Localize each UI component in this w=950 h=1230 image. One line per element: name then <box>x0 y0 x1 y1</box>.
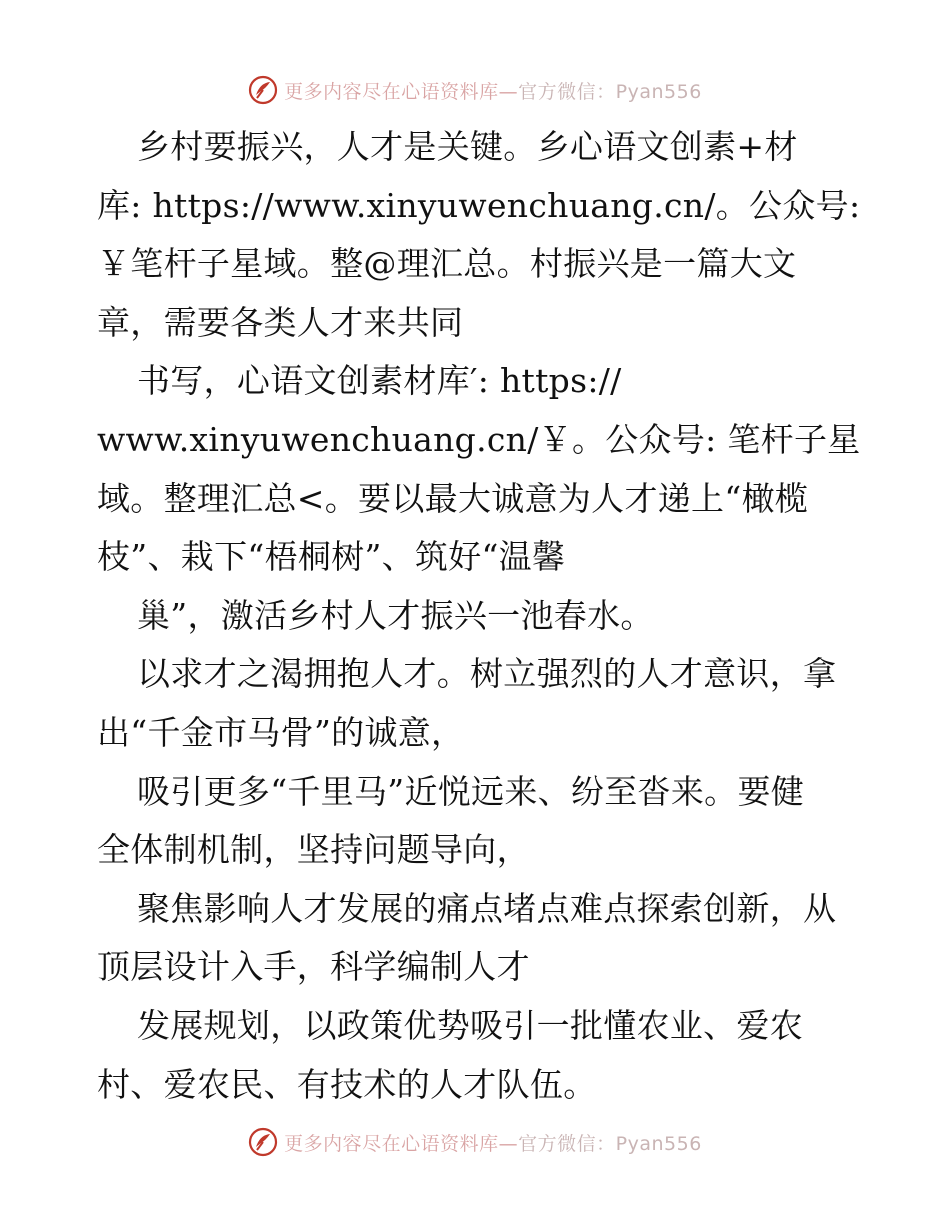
text-line: ￥笔杆子星域。整@理汇总。村振兴是一篇大文 <box>97 244 797 284</box>
document-body <box>97 118 861 1114</box>
text-line: 吸引更多“千里马”近悦远来、纷至沓来。要健 <box>137 771 805 811</box>
footer-banner <box>0 1122 950 1162</box>
text-line: 枝”、栽下“梧桐树”、筑好“温馨 <box>97 537 566 577</box>
text-line: 聚焦影响人才发展的痛点堵点难点探索创新，从 <box>137 888 837 928</box>
text-line: 全体制机制，坚持问题导向， <box>97 830 530 870</box>
banner-text: 更多内容尽在心语资料库—官方微信：Pyan556 <box>284 1132 702 1155</box>
text-line: 书写，心语文创素材库′: https:// <box>137 361 622 401</box>
text-line: 发展规划，以政策优势吸引一批懂农业、爱农 <box>137 1005 803 1045</box>
brand-logo-icon <box>248 1127 278 1157</box>
text-line: 巢”，激活乡村人才振兴一池春水。 <box>137 595 654 635</box>
text-line: 村、爱农民、有技术的人才队伍。 <box>97 1064 597 1104</box>
text-line: 顶层设计入手，科学编制人才 <box>97 947 530 987</box>
text-line: 库: https://www.xinyuwenchuang.cn/。公众号: <box>97 185 861 225</box>
text-line: 以求才之渴拥抱人才。树立强烈的人才意识，拿 <box>137 654 837 694</box>
text-line: 乡村要振兴，人才是关键。乡心语文创素+材 <box>137 127 798 166</box>
text-line: 出“千金市马骨”的诚意， <box>97 712 465 752</box>
brand-logo-icon <box>248 75 278 105</box>
text-line: 章，需要各类人才来共同 <box>97 302 464 342</box>
banner-text: 更多内容尽在心语资料库—官方微信：Pyan556 <box>284 80 702 103</box>
text-line: 域。整理汇总<。要以最大诚意为人才递上“橄榄 <box>97 478 809 518</box>
header-banner <box>0 70 950 110</box>
text-line: www.xinyuwenchuang.cn/￥。公众号: 笔杆子星 <box>97 419 861 459</box>
